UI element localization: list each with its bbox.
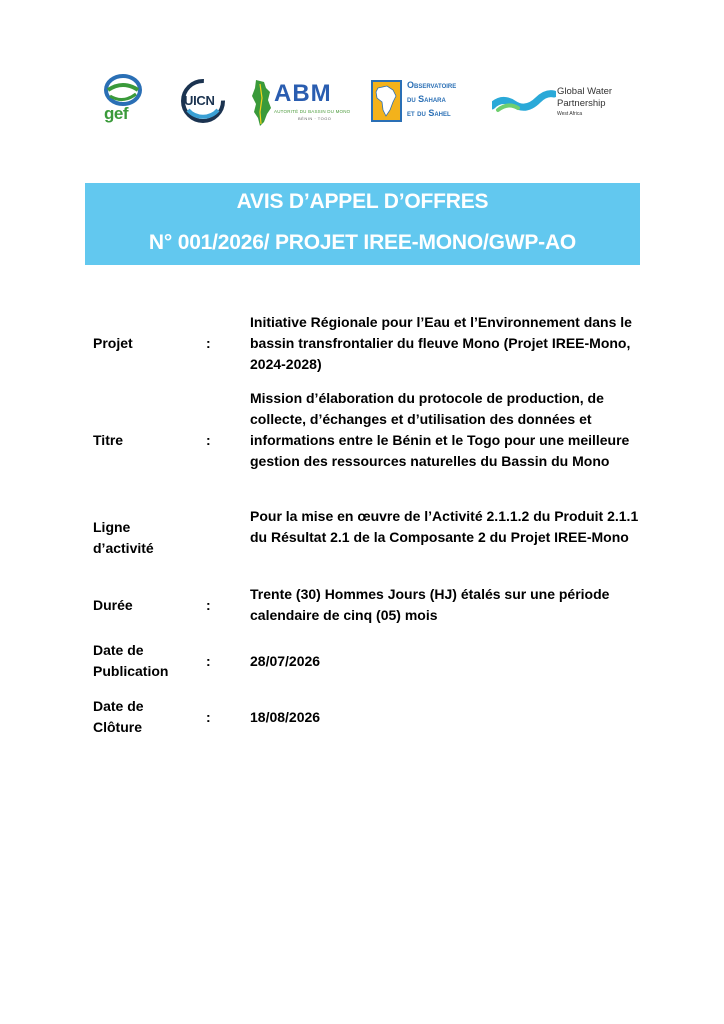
value-publication: 28/07/2026 [250, 653, 321, 669]
gwp-region: West Africa [557, 111, 583, 117]
gef-wordmark: gef [104, 104, 128, 123]
abm-logo [250, 78, 350, 128]
africa-map-icon [373, 82, 400, 120]
colon-publication: : [206, 653, 211, 669]
label-projet: Projet [93, 335, 133, 351]
label-duree: Durée [93, 597, 133, 613]
oss-line-3: et du Sahel [407, 108, 451, 118]
label-titre: Titre [93, 432, 124, 448]
label-publication: Date de Publication [93, 642, 169, 679]
partner-logos [0, 70, 724, 130]
value-ligne: Pour la mise en œuvre de l’Activité 2.1.1.2 du Produit 2.1.1 du Résultat 2.1 de la Composante 2 du Projet IREE-Mono [250, 508, 639, 545]
abm-wordmark: ABM [274, 80, 332, 107]
oss-line-1: Observatoire [407, 80, 457, 90]
gef-logo [100, 74, 146, 126]
colon-duree: : [206, 597, 211, 613]
value-cloture: 18/08/2026 [250, 709, 321, 725]
oss-line-2: du Sahara [407, 94, 446, 104]
abm-subtitle: AUTORITÉ DU BASSIN DU MONO [274, 109, 351, 114]
abm-country: BÉNIN · TOGO [298, 116, 332, 121]
gwp-line-2: Partnership [557, 98, 606, 109]
gwp-wave-icon [492, 88, 556, 118]
oss-africa-box [371, 80, 402, 122]
uicn-logo [180, 78, 226, 124]
gef-globe-icon [100, 74, 146, 108]
label-cloture: Date de Clôture [93, 698, 144, 735]
oss-logo [371, 80, 481, 125]
mono-basin-map-icon [250, 78, 274, 128]
gwp-line-1: Global Water [557, 86, 613, 97]
label-ligne: Ligne d’activité [93, 519, 154, 556]
colon-titre: : [206, 432, 211, 448]
value-projet: Initiative Régionale pour l’Eau et l’Environnement dans le bassin transfrontalier du fleuve Mono (Projet IREE-Mono, 2024-2028) [250, 314, 632, 372]
value-titre: Mission d’élaboration du protocole de production, de collecte, d’échanges et d’utilisation des données et informations entre le Bénin et le Togo pour une meilleure gestion des ressources naturelles du Bassin du Mono [250, 390, 630, 469]
colon-cloture: : [206, 709, 211, 725]
uicn-wordmark: UICN [184, 93, 215, 108]
notice-reference: N° 001/2026/ PROJET IREE-MONO/GWP-AO [148, 231, 577, 254]
title-banner [85, 183, 640, 265]
colon-projet: : [206, 335, 211, 351]
notice-title: AVIS D’APPEL D’OFFRES [236, 190, 489, 213]
value-duree: Trente (30) Hommes Jours (HJ) étalés sur une période calendaire de cinq (05) mois [250, 586, 610, 623]
gwp-logo [492, 84, 622, 124]
